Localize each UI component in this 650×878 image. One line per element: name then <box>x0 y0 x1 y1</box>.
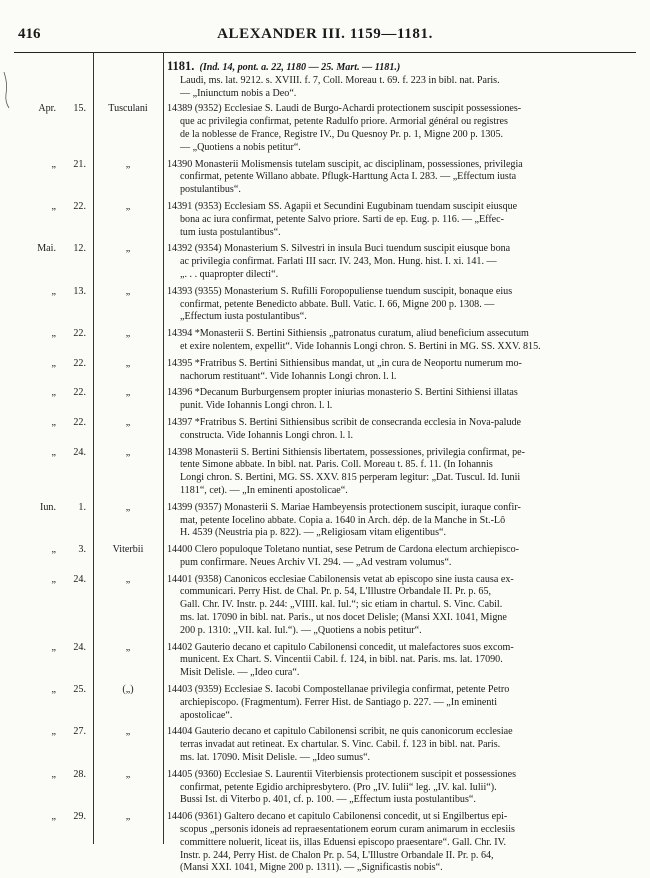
entry-date <box>14 811 93 875</box>
entry-text <box>163 502 637 540</box>
header-rule <box>14 52 636 53</box>
entry-month: Apr. <box>38 103 56 115</box>
entry-line: „Effectum iusta postulantibus“. <box>180 311 307 323</box>
entry-line: 200 p. 1310: „VII. kal. Iul.“). — „Quotiens a nobis petitur“. <box>180 624 422 636</box>
entry-date <box>14 328 93 354</box>
entry-line: Bussi Ist. di Viterbo p. 401, cf. p. 100. — „Effectum iusta postulantibus“. <box>180 794 476 806</box>
entry-day: 28. <box>73 768 86 780</box>
entry-line: 14394 *Monasterii S. Bertini Sithiensis „patronatus curatum, aliud beneficium assecutum <box>167 328 529 340</box>
entry-month: „ <box>51 641 56 653</box>
entry-row <box>14 328 638 354</box>
entry-month: „ <box>51 200 56 212</box>
entry-row <box>14 387 638 413</box>
entry-date <box>14 243 93 281</box>
entry-month: „ <box>51 544 56 556</box>
entry-text <box>163 159 637 197</box>
entry-text <box>163 769 637 807</box>
entry-line: „. . . quapropter dilecti“. <box>180 268 279 280</box>
entry-line: confirmat, petente Egidio archipresbytero. (Pro „IV. Iulii“ leg. „IV. kal. Iulii“). <box>180 781 497 793</box>
entry-line: Gall. Chr. IV. Instr. p. 244: „VIIII. kal. Iul.“; sic etiam in chartul. S. Vinc. Cabil. <box>180 599 503 611</box>
entry-text <box>163 387 637 413</box>
entry-place: „ <box>125 328 131 340</box>
entry-line: ms. lat. 17090 in bibl. nat. Paris., ut nos docet Delisle; (Mansi XXI. 1041, Migne <box>180 612 507 624</box>
entry-line: de la noblesse de France, Registre IV., Du Quesnoy Pr. p. 1, Migne 200 p. 1305. <box>180 128 504 140</box>
entry-place: „ <box>125 416 131 428</box>
entry-row <box>14 159 638 197</box>
entry-date <box>14 103 93 154</box>
entry-line: 14404 Gauterio decano et capitulo Cabilonensi scribit, ne quis canonicorum ecclesiae <box>167 726 513 738</box>
entry-text <box>163 286 637 324</box>
entry-line: archiepiscopo. (Fragmentum). Ferrer Hist. de Santiago p. 227. — „In eminenti <box>180 696 498 708</box>
entry-day: 27. <box>73 726 86 738</box>
entry-text <box>163 684 637 722</box>
entry-date <box>14 387 93 413</box>
entry-line: communicari. Perry Hist. de Chal. Pr. p. 54, L'Illustre Orbandale II. Pr. p. 65, <box>180 586 492 598</box>
entry-month: „ <box>51 357 56 369</box>
entry-row <box>14 769 638 807</box>
entry-date <box>14 417 93 443</box>
entry-month: „ <box>51 768 56 780</box>
entry-line: punit. Vide Iohannis Longi chron. l. l. <box>180 400 333 412</box>
entry-line: apostolicae“. <box>180 709 233 721</box>
entry-row <box>14 358 638 384</box>
entry-day: 25. <box>73 684 86 696</box>
entry-row <box>14 574 638 638</box>
entry-day: 24. <box>73 446 86 458</box>
intro-line: Laudi, ms. lat. 9212. s. XVIII. f. 7, Coll. Moreau t. 69. f. 223 in bibl. nat. Paris. <box>180 74 500 86</box>
entry-month: „ <box>51 573 56 585</box>
entry-row <box>14 243 638 281</box>
entry-line: confirmat, petente Willano abbate. Pflugk-Harttung Acta I. 283. — „Effectum iusta <box>180 171 517 183</box>
entry-text <box>163 726 637 764</box>
entry-day: 24. <box>73 573 86 585</box>
entry-line: 14405 (9360) Ecclesiae S. Laurentii Viterbiensis protectionem suscipit et possessiones <box>167 768 517 780</box>
entry-month: Mai. <box>37 243 56 255</box>
entry-line: 1181“, cet). — „In eminenti apostolicae“. <box>180 484 348 496</box>
entry-line: 14396 *Decanum Burburgensem propter iniurias monasterio S. Bertini Sithiensi illatas <box>167 387 518 399</box>
entry-date <box>14 159 93 197</box>
entry-place: „ <box>125 641 131 653</box>
running-title: ALEXANDER III. 1159—1181. <box>217 26 433 42</box>
entry-date <box>14 447 93 498</box>
entry-line: nachorum restituant“. Vide Iohannis Longi chron. l. l. <box>180 370 397 382</box>
entry-line: — „Quotiens a nobis petitur“. <box>180 141 301 153</box>
entry-date <box>14 358 93 384</box>
entry-line: tente Simone abbate. In bibl. nat. Paris. Coll. Moreau t. 85. f. 11. (In Iohannis <box>180 459 493 471</box>
entry-date <box>14 502 93 540</box>
entry-row <box>14 642 638 680</box>
entry-day: 15. <box>73 103 86 115</box>
entry-day: 29. <box>73 811 86 823</box>
entry-line: 14393 (9355) Monasterium S. Rufilli Foropopuliense tuendum suscipit, bonaque eius <box>167 285 513 297</box>
entry-line: bona ac iura confirmat, petente Salvo priore. Sarti de ep. Eug. p. 116. — „Effec- <box>180 213 505 225</box>
entry-text <box>163 243 637 281</box>
entry-row <box>14 103 638 154</box>
entry-line: ac privilegia confirmat. Farlati III sacr. IV. 243, Mon. Hung. hist. I. xi. 141. — <box>180 256 497 268</box>
entry-row <box>14 684 638 722</box>
entry-day: 22. <box>73 328 86 340</box>
entry-date <box>14 684 93 722</box>
entry-month: „ <box>51 446 56 458</box>
entry-row <box>14 447 638 498</box>
entry-text <box>163 201 637 239</box>
entry-line: 14397 *Fratribus S. Bertini Sithiensibus scribit de consecranda ecclesia in Nova-palude <box>167 416 522 428</box>
entry-month: „ <box>51 416 56 428</box>
entry-line: Misit Delisle. — „Ideo cura“. <box>180 667 300 679</box>
entry-row <box>14 417 638 443</box>
entry-place: „ <box>125 387 131 399</box>
entry-line: que ac privilegia confirmat, petente Radulfo priore. Armorial général ou registres <box>180 116 508 128</box>
entry-place: „ <box>125 158 131 170</box>
entry-line: constructa. Vide Iohannis Longi chron. l. l. <box>180 429 354 441</box>
entry-place: Viterbii <box>112 544 144 556</box>
entry-line: postulantibus“. <box>180 184 241 196</box>
entry-month: „ <box>51 387 56 399</box>
entry-place: Tusculani <box>108 103 148 115</box>
entry-line: municent. Ex Chart. S. Vincentii Cabil. f. 124, in bibl. nat. Paris. ms. lat. 17090. <box>180 654 503 666</box>
entry-line: Instr. p. 244, Perry Hist. de Chalon Pr. p. 54, L'Illustre Orbandale II. Pr. p. 64, <box>180 849 494 861</box>
entry-row <box>14 544 638 570</box>
entry-line: Longi chron. S. Bertini, MG. SS. XXV. 815 perperam legitur: „Dat. Tuscul. Id. Iunii <box>180 472 521 484</box>
entry-day: 12. <box>73 243 86 255</box>
entry-line: ms. lat. 17090. Misit Delisle. — „Ideo sumus“. <box>180 752 371 764</box>
entry-place: „ <box>125 285 131 297</box>
year-heading <box>14 60 638 75</box>
entry-month: „ <box>51 811 56 823</box>
entry-line: (Mansi XXI. 1041, Migne 200 p. 1311). — „Significastis nobis“. <box>180 862 443 874</box>
entry-month: Iun. <box>40 501 56 513</box>
entry-day: 22. <box>73 357 86 369</box>
entry-line: confirmat, petente Benedicto abbate. Bull. Vatic. I. 66, Migne 200 p. 1308. — <box>180 298 495 310</box>
entry-row <box>14 286 638 324</box>
year-intro <box>14 75 638 101</box>
entry-day: 22. <box>73 416 86 428</box>
margin-mark <box>0 70 14 110</box>
entry-line: 14401 (9358) Canonicos ecclesiae Cabilonensis vetat ab episcopo sine iusta causa ex- <box>167 573 514 585</box>
entry-line: 14402 Gauterio decano et capitulo Cabilonensi concedit, ut malefactores suos excom- <box>167 641 514 653</box>
entry-line: scopus „personis idoneis ad repraesentationem eorum curam animarum in ecclesiis <box>180 824 515 836</box>
entry-place: „ <box>125 200 131 212</box>
entry-row <box>14 811 638 875</box>
entry-row <box>14 201 638 239</box>
intro-line: — „Iniunctum nobis a Deo“. <box>180 87 297 99</box>
entry-line: 14389 (9352) Ecclesiae S. Laudi de Burgo-Achardi protectionem suscipit possessiones- <box>167 103 522 115</box>
entry-day: 22. <box>73 387 86 399</box>
entry-line: tum iusta postulantibus“. <box>180 226 281 238</box>
entry-date <box>14 544 93 570</box>
entry-date <box>14 642 93 680</box>
entry-place: „ <box>125 768 131 780</box>
entry-text <box>163 103 637 154</box>
entry-date <box>14 286 93 324</box>
entry-line: 14400 Clero populoque Toletano nuntiat, sese Petrum de Cardona electum archiepisco- <box>167 544 520 556</box>
entry-place: „ <box>125 811 131 823</box>
entry-line: 14403 (9359) Ecclesiae S. Iacobi Compostellanae privilegia confirmat, petente Petro <box>167 684 510 696</box>
entry-line: H. 4539 (Neustria pia p. 822). — „Religiosam vitam eligentibus“. <box>180 527 447 539</box>
entry-day: 13. <box>73 285 86 297</box>
entry-line: et exire nolentem, expellit“. Vide Iohannis Longi chron. S. Bertini in MG. SS. XXV. 815. <box>180 340 541 352</box>
entry-day: 22. <box>73 200 86 212</box>
entry-line: 14398 Monasterii S. Bertini Sithiensis libertatem, possessiones, privilegia confirmat, pe- <box>167 446 525 458</box>
entry-day: 1. <box>78 501 86 513</box>
entry-day: 3. <box>78 544 86 556</box>
entry-text <box>163 574 637 638</box>
year-number: 1181. <box>167 59 195 73</box>
entry-day: 21. <box>73 158 86 170</box>
entry-date <box>14 726 93 764</box>
entry-date <box>14 769 93 807</box>
entry-place: „ <box>125 243 131 255</box>
year-note: (Ind. 14, pont. a. 22, 1180 — 25. Mart. — 1181.) <box>199 62 401 73</box>
entry-line: pum confirmare. Neues Archiv VI. 294. — „Ad vestram volumus“. <box>180 556 452 568</box>
entry-month: „ <box>51 328 56 340</box>
entry-month: „ <box>51 726 56 738</box>
page-header <box>12 26 638 46</box>
entry-line: 14406 (9361) Galtero decano et capitulo Cabilonensi concedit, ut si Engilbertus epi- <box>167 811 508 823</box>
entry-row <box>14 502 638 540</box>
entry-text <box>163 328 637 354</box>
entry-line: 14391 (9353) Ecclesiam SS. Agapii et Secundini Eugubinam tuendam suscipit eiusque <box>167 200 518 212</box>
entry-text <box>163 544 637 570</box>
entry-month: „ <box>51 684 56 696</box>
entry-month: „ <box>51 158 56 170</box>
entry-place: „ <box>125 726 131 738</box>
entry-month: „ <box>51 285 56 297</box>
entry-place: „ <box>125 357 131 369</box>
entry-place: „ <box>125 446 131 458</box>
entry-text <box>163 642 637 680</box>
entry-text <box>163 811 637 875</box>
entry-line: mat, petente Iocelino abbate. Copia a. 1640 in Arch. dép. de la Manche in St.-Lô <box>180 514 506 526</box>
entry-place: („) <box>122 684 134 696</box>
entry-row <box>14 726 638 764</box>
entry-text <box>163 447 637 498</box>
entry-place: „ <box>125 501 131 513</box>
entry-text <box>163 417 637 443</box>
entry-text <box>163 358 637 384</box>
register-entries <box>14 60 638 875</box>
entry-place: „ <box>125 573 131 585</box>
entry-line: terras invadat aut retineat. Ex chartular. S. Vinc. Cabil. f. 123 in bibl. nat. Paris. <box>180 739 501 751</box>
entry-line: 14395 *Fratribus S. Bertini Sithiensibus mandat, ut „in cura de Neoportu numerum mo- <box>167 357 522 369</box>
entry-line: committere noluerit, liceat iis, illas Eduensi episcopo praesentare“. Gall. Chr. IV. <box>180 836 507 848</box>
entry-line: 14399 (9357) Monasterii S. Mariae Hambeyensis protectionem suscipit, iuraque confir- <box>167 501 521 513</box>
entry-day: 24. <box>73 641 86 653</box>
page-number: 416 <box>18 26 41 42</box>
entry-date <box>14 201 93 239</box>
entry-date <box>14 574 93 638</box>
entry-line: 14392 (9354) Monasterium S. Silvestri in insula Buci tuendum suscipit eiusque bona <box>167 243 511 255</box>
entry-line: 14390 Monasterii Molismensis tutelam suscipit, ac disciplinam, possessiones, privilegia <box>167 158 523 170</box>
